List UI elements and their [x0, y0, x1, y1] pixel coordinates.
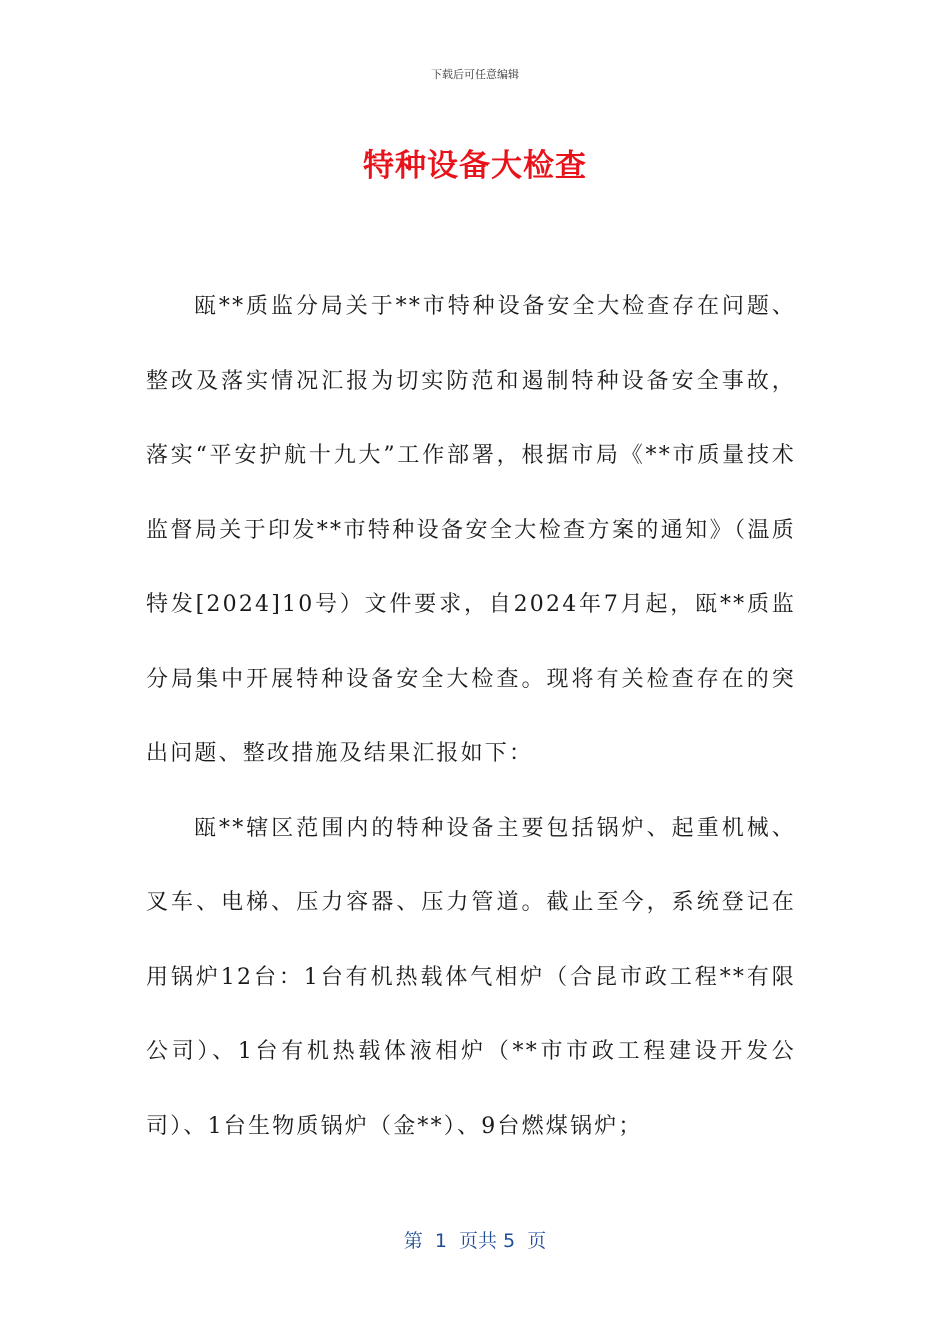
document-title: 特种设备大检查 — [363, 148, 587, 184]
header-note: 下载后可任意编辑 — [431, 68, 519, 81]
document-body — [146, 270, 796, 1164]
body-paragraph: 瓯**辖区范围内的特种设备主要包括锅炉、起重机械、叉车、电梯、压力容器、压力管道。截止至今，系统登记在用锅炉12台：1台有机热载体气相炉（合昆市政工程**有限公司）、1台有机热载体液相炉（**市市政工程建设开发公司）、1台生物质锅炉（金**）、9台燃煤锅炉； — [146, 815, 796, 1139]
body-paragraph: 瓯**质监分局关于**市特种设备安全大检查存在问题、整改及落实情况汇报为切实防范和遏制特种设备安全事故，落实“平安护航十九大”工作部署，根据市局《**市质量技术监督局关于印发**市特种设备安全大检查方案的通知》（温质特发[2024]10号）文件要求，自2024年7月起，瓯**质监分局集中开展特种设备安全大检查。现将有关检查存在的突出问题、整改措施及结果汇报如下： — [146, 294, 796, 766]
page-number-footer: 第 1 页共 5 页 — [403, 1230, 547, 1252]
